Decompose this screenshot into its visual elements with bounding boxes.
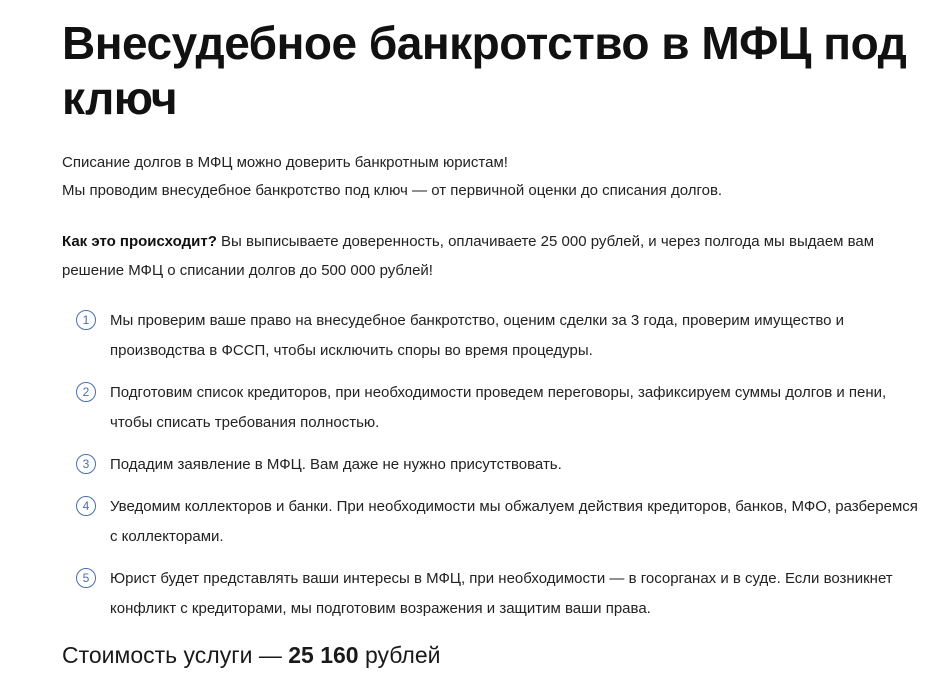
step-item <box>62 492 918 552</box>
step-number-badge: 2 <box>76 382 96 402</box>
step-item <box>62 450 918 480</box>
intro-block <box>62 149 925 205</box>
step-text: Уведомим коллекторов и банки. При необходимости мы обжалуем действия кредиторов, банков, МФО, разберемся с коллекторами. <box>110 498 918 545</box>
step-item <box>62 378 918 438</box>
step-number-badge: 5 <box>76 568 96 588</box>
price-prefix: Стоимость услуги — <box>62 642 289 668</box>
step-number-badge: 3 <box>76 454 96 474</box>
price-suffix: рублей <box>358 642 441 668</box>
step-item <box>62 564 918 624</box>
steps-list <box>62 306 925 624</box>
step-text: Юрист будет представлять ваши интересы в МФЦ, при необходимости — в госорганах и в суде. Если возникнет конфликт с кредиторами, мы подготовим возражения и защитим ваши права. <box>110 570 893 617</box>
price-amount: 25 160 <box>288 642 359 668</box>
step-number-badge: 1 <box>76 310 96 330</box>
step-number-badge: 4 <box>76 496 96 516</box>
how-it-works-paragraph <box>62 227 927 285</box>
step-text: Подготовим список кредиторов, при необходимости проведем переговоры, зафиксируем суммы долгов и пени, чтобы списать требования полностью. <box>110 384 887 431</box>
step-text: Мы проверим ваше право на внесудебное банкротство, оценим сделки за 3 года, проверим имущество и производства в ФССП, чтобы исключить споры во время процедуры. <box>110 312 845 359</box>
intro-line-1: Списание долгов в МФЦ можно доверить банкротным юристам! <box>62 154 508 171</box>
service-price <box>62 640 925 670</box>
how-it-works-text: Вы выписываете доверенность, оплачиваете 25 000 рублей, и через полгода мы выдаем вам решение МФЦ о списании долгов до 500 000 рублей! <box>62 233 875 279</box>
how-it-works-label: Как это происходит? <box>62 233 217 250</box>
page-title: Внесудебное банкротство в МФЦ под ключ <box>62 17 907 124</box>
intro-line-2: Мы проводим внесудебное банкротство под ключ — от первичной оценки до списания долгов. <box>62 182 723 199</box>
step-text: Подадим заявление в МФЦ. Вам даже не нужно присутствовать. <box>110 456 562 473</box>
step-item <box>62 306 918 366</box>
